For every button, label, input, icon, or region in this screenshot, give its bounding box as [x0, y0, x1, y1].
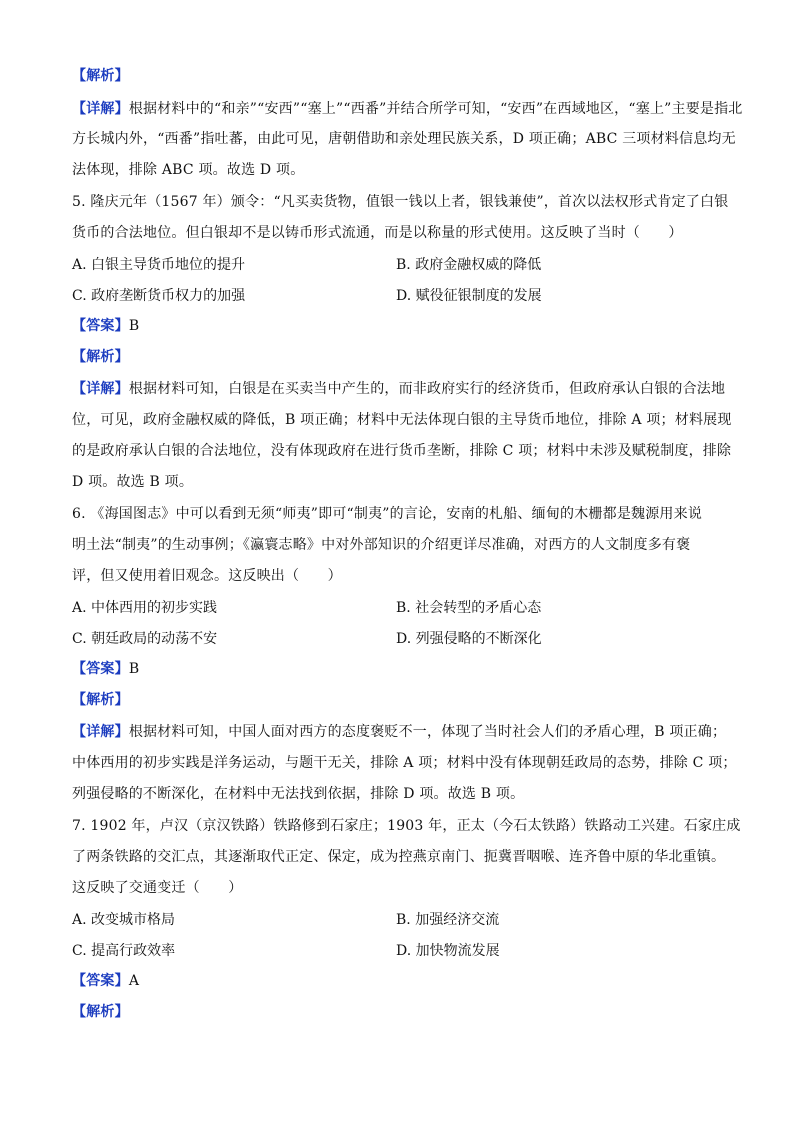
- detail-line: 方长城内外，“西番”指吐蕃，由此可见，唐朝借助和亲处理民族关系，D 项正确；ABC 三项材料信息均无: [72, 131, 736, 147]
- q5-answer: [72, 316, 724, 336]
- detail-text: 根据材料可知，白银是在买卖当中产生的，而非政府实行的经济货币，但政府承认白银的合法地: [128, 381, 726, 397]
- q6-stem-line: 6. 《海国图志》中可以看到无须“师夷”即可“制夷”的言论，安南的札船、缅甸的木栅都是魏源用来说: [72, 506, 703, 522]
- detail-tag: 【详解】: [72, 724, 129, 740]
- q6-detail-line: 列强侵略的不断深化，在材料中无法找到依据，排除 D 项。故选 B 项。: [72, 786, 525, 802]
- analysis-tag: 【解析】: [72, 349, 129, 365]
- q6-option-b: B. 社会转型的矛盾心态: [396, 600, 542, 616]
- q5-option-d: D. 赋役征银制度的发展: [396, 288, 542, 304]
- analysis-label: [72, 66, 724, 86]
- answer-tag: 【答案】: [72, 318, 129, 334]
- answer-tag: 【答案】: [72, 973, 129, 989]
- detail-line: 法体现，排除 ABC 项。故选 D 项。: [72, 162, 305, 178]
- q6-detail-line: [72, 722, 727, 742]
- q7-stem-line: 这反映了交通变迁（ ）: [72, 880, 243, 896]
- detail-tag: 【详解】: [72, 101, 129, 117]
- q6-option-d: D. 列强侵略的不断深化: [396, 631, 542, 647]
- answer-tag: 【答案】: [72, 661, 129, 677]
- analysis-tag: 【解析】: [72, 692, 129, 708]
- q6-option-a: A. 中体西用的初步实践: [72, 600, 218, 616]
- q6-stem-line: 评，但又使用着旧观念。这反映出（ ）: [72, 568, 342, 584]
- q6-answer: [72, 659, 724, 679]
- q5-option-b: B. 政府金融权威的降低: [396, 257, 542, 273]
- q7-stem-line: 了两条铁路的交汇点，其逐渐取代正定、保定，成为控燕京南门、扼冀晋咽喉、连齐鲁中原的华北重镇。: [72, 849, 726, 865]
- q6-option-c: C. 朝廷政局的动荡不安: [72, 631, 218, 647]
- q7-answer: [72, 971, 724, 991]
- q7-analysis-label: [72, 1002, 724, 1022]
- detail-text: 根据材料可知，中国人面对西方的态度褒贬不一，体现了当时社会人们的矛盾心理，B 项正确；: [128, 724, 727, 740]
- q7-option-c: C. 提高行政效率: [72, 943, 176, 959]
- q5-detail-line: [72, 379, 724, 399]
- q5-stem-line: 货币的合法地位。但白银却不是以铸币形式流通，而是以称量的形式使用。这反映了当时（ ）: [72, 225, 683, 241]
- analysis-tag: 【解析】: [72, 1004, 129, 1020]
- q7-option-d: D. 加快物流发展: [396, 943, 500, 959]
- detail-tag: 【详解】: [72, 381, 129, 397]
- q6-detail-line: 中体西用的初步实践是洋务运动，与题干无关，排除 A 项；材料中没有体现朝廷政局的态势，排除 C 项；: [72, 755, 737, 771]
- q5-detail-line: D 项。故选 B 项。: [72, 474, 194, 490]
- q5-option-a: A. 白银主导货币地位的提升: [72, 257, 246, 273]
- q5-detail-line: 的是政府承认白银的合法地位，没有体现政府在进行货币垄断，排除 C 项；材料中未涉及赋税制度，排除: [72, 443, 732, 459]
- q5-stem-line: 5. 隆庆元年（1567 年）颁令：“凡买卖货物，值银一钱以上者，银钱兼使”，首次以法权形式肯定了白银: [72, 194, 729, 210]
- q5-analysis-label: [72, 347, 724, 367]
- analysis-tag: 【解析】: [72, 68, 129, 84]
- answer-value: B: [128, 318, 140, 334]
- q6-stem-line: 明土法“制夷”的生动事例；《瀛寰志略》中对外部知识的介绍更详尽准确，对西方的人文制度多有褒: [72, 537, 691, 553]
- q7-stem-line: 7. 1902 年，卢汉（京汉铁路）铁路修到石家庄；1903 年，正太（今石太铁路）铁路动工兴建。石家庄成: [72, 818, 741, 834]
- q6-analysis-label: [72, 690, 724, 710]
- detail-text: 根据材料中的“和亲”“安西”“塞上”“西番”并结合所学可知，“安西”在西域地区，“塞上”主要是指北: [128, 101, 743, 117]
- answer-value: B: [128, 661, 140, 677]
- q5-option-c: C. 政府垄断货币权力的加强: [72, 288, 246, 304]
- answer-value: A: [128, 973, 140, 989]
- q7-option-a: A. 改变城市格局: [72, 912, 176, 928]
- q5-detail-line: 位，可见，政府金融权威的降低，B 项正确；材料中无法体现白银的主导货币地位，排除 A 项；材料展现: [72, 412, 732, 428]
- detail-line: [72, 99, 743, 119]
- q7-option-b: B. 加强经济交流: [396, 912, 500, 928]
